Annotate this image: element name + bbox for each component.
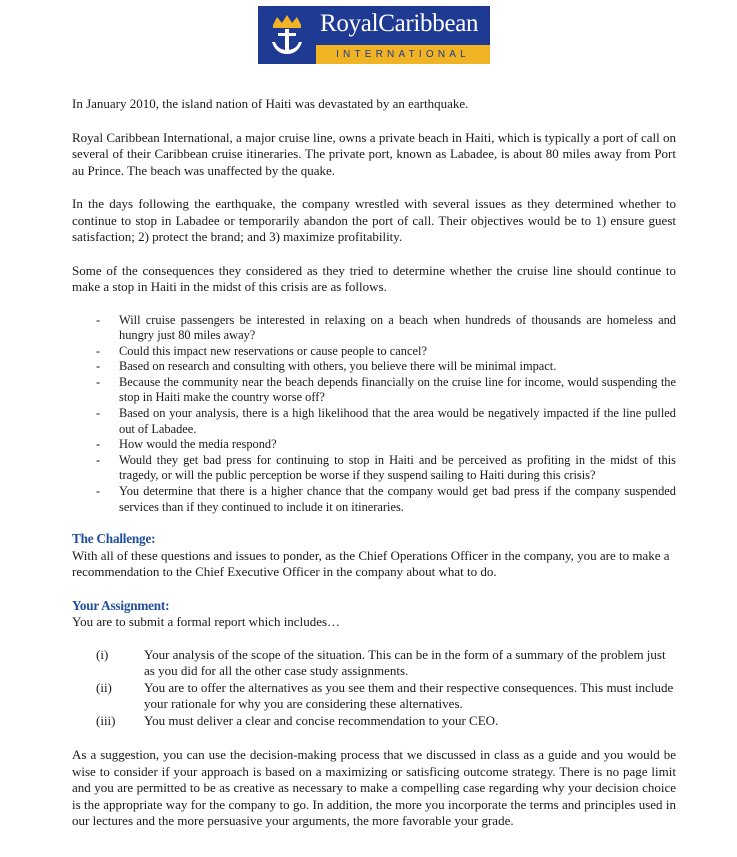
assignment-intro: You are to submit a formal report which includes…	[72, 614, 341, 630]
crown-anchor-icon	[258, 6, 316, 64]
brand-name: RoyalCaribbean	[320, 10, 479, 37]
consequences-list	[72, 313, 676, 516]
dash-marker: -	[96, 343, 101, 358]
closing-paragraph: As a suggestion, you can use the decision-making process that we discussed in class as a guide and you would be wise to consider if your approach is based on a maximizing or satisficing outcome strategy. There is no page limit and you are permitted to be as creative as necessary to make a compelling case regarding why your decision choice is the appropriate way for the company to go. In addition, the more you incorporate the terms and principles used in our lectures and the more persuasive your arguments, the more favorable your grade.	[72, 747, 676, 829]
assignment-section	[72, 598, 676, 730]
challenge-section	[72, 531, 676, 581]
dash-marker: -	[96, 312, 101, 327]
dash-marker: -	[96, 406, 101, 421]
logo-wordmark	[316, 6, 490, 64]
list-item: - Will cruise passengers be interested in relaxing on a beach when hundreds of thousands are homeless and hungry just 80 miles away?	[96, 312, 676, 343]
list-item: - You determine that there is a higher chance that the company would get bad press if the company suspended services than if they continued to include it on itineraries.	[96, 484, 676, 514]
list-item: - Based on your analysis, there is a high likelihood that the area would be negatively impacted if the line pulled out of Labadee.	[96, 406, 676, 436]
item-number: (i)	[96, 646, 109, 662]
dash-marker: -	[96, 437, 101, 452]
intro-paragraph: In January 2010, the island nation of Haiti was devastated by an earthquake.	[72, 96, 469, 111]
brand-subtitle: INTERNATIONAL	[316, 45, 490, 64]
dash-marker: -	[96, 484, 101, 499]
list-item: - Based on research and consulting with others, you believe there will be minimal impact.	[96, 359, 557, 374]
list-item: - Because the community near the beach depends financially on the cruise line for income, would suspending the stop in Haiti make the country worse off?	[96, 374, 676, 405]
dash-marker: -	[96, 374, 101, 389]
list-item: (iii) You must deliver a clear and concise recommendation to your CEO.	[96, 712, 499, 728]
item-number: (ii)	[96, 679, 112, 695]
list-item: - Would they get bad press for continuing to stop in Haiti and be perceived as profiting in the midst of this tragedy, or will the public perception be worse if they suspend sailing to Haiti during this crisis?	[96, 452, 676, 483]
list-item: (ii) You are to offer the alternatives as you see them and their respective consequences. This must include your rationale for why you are considering these alternatives.	[96, 679, 674, 712]
list-item: - How would the media respond?	[96, 437, 277, 452]
royal-caribbean-logo	[258, 6, 490, 64]
list-item: (i) Your analysis of the scope of the situation. This can be in the form of a summary of the problem just as you did for all the other case study assignments.	[96, 646, 666, 679]
dash-marker: -	[96, 452, 101, 467]
challenge-text: With all of these questions and issues to ponder, as the Chief Operations Officer in the company, you are to make a recommendation to the Chief Executive Officer in the company about what to do.	[72, 547, 670, 580]
labadee-paragraph: Royal Caribbean International, a major cruise line, owns a private beach in Haiti, which is typically a port of call on several of their Caribbean cruise itineraries. The private port, known as Labadee, is about 80 miles away from Port au Prince. The beach was unaffected by the quake.	[72, 129, 676, 178]
list-item: - Could this impact new reservations or cause people to cancel?	[96, 343, 427, 358]
challenge-heading: The Challenge:	[72, 531, 156, 547]
consequences-paragraph: Some of the consequences they considered as they tried to determine whether the cruise line should continue to make a stop in Haiti in the midst of this crisis are as follows.	[72, 262, 676, 294]
assignment-list	[72, 647, 676, 730]
objectives-paragraph: In the days following the earthquake, the company wrestled with several issues as they determined whether to continue to stop in Labadee or temporarily abandon the port of call. Their objectives would be to 1) ensure guest satisfaction; 2) protect the brand; and 3) maximize profitability.	[72, 196, 676, 244]
assignment-heading: Your Assignment:	[72, 597, 170, 613]
document-body	[72, 96, 676, 830]
dash-marker: -	[96, 359, 101, 374]
item-number: (iii)	[96, 712, 116, 728]
